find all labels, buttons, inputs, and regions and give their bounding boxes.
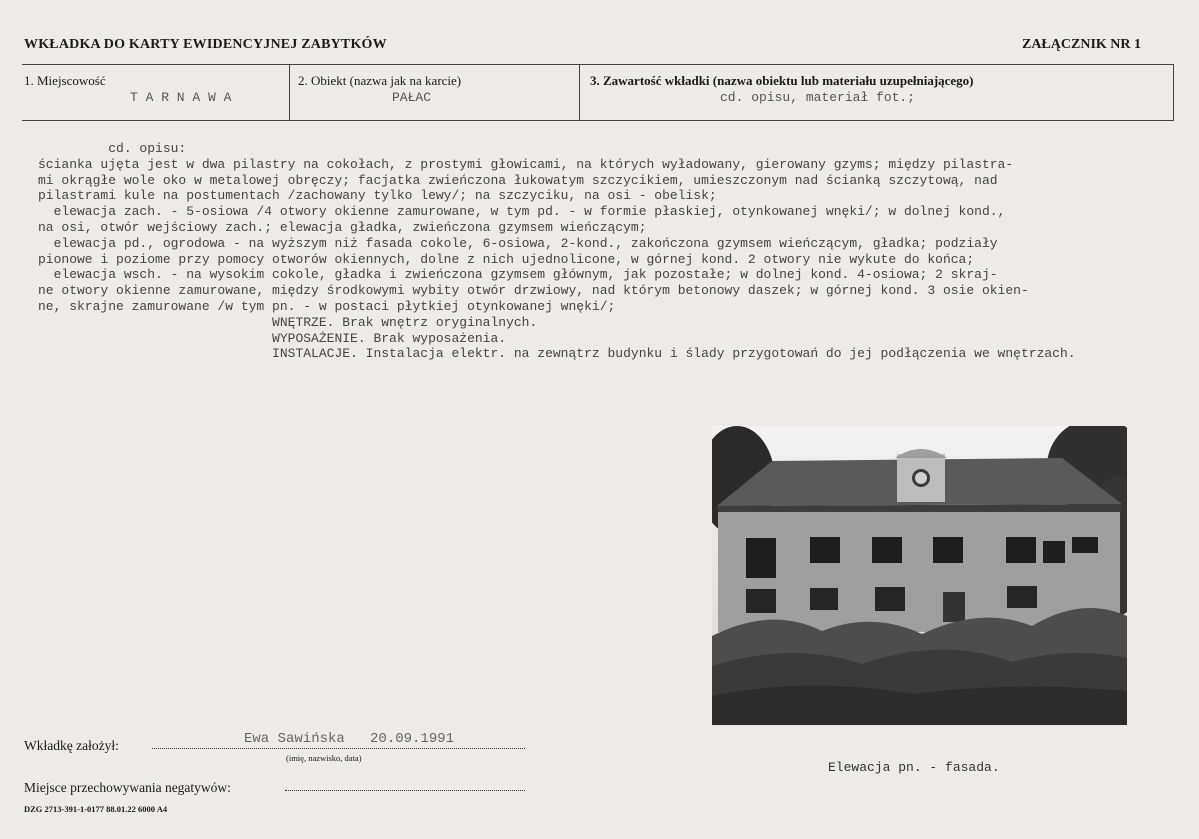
- description-line: mi okrągłe wole oko w metalowej obręczy; facjatka zwieńczona łukowatym szczycikiem, umieszczonym nad ścianką szczytową, nad: [38, 172, 998, 188]
- description-line: elewacja zach. - 5-osiowa /4 otwory okienne zamurowane, w tym pd. - w formie płaskiej, otynkowanej wnęki/; w dolnej kond.,: [38, 204, 1006, 220]
- author-line: [152, 748, 525, 749]
- field-value-content: cd. opisu, materiał fot.;: [720, 90, 916, 105]
- description-line: ne, skrajne zamurowane /w tym pn. - w postaci płytkiej otynkowanej wnęki/;: [38, 298, 616, 314]
- negatives-line: [285, 790, 525, 791]
- description-line: WYPOSAŻENIE. Brak wyposażenia.: [38, 330, 507, 346]
- negatives-label: Miejsce przechowywania negatywów:: [24, 780, 231, 795]
- table-divider: [1173, 64, 1174, 120]
- author-value: Ewa Sawińska 20.09.1991: [244, 731, 455, 747]
- description-line: elewacja pd., ogrodowa - na wyższym niż fasada cokole, 6-osiowa, 2-kond., zakończona gzymsem wieńczącym, gładka; podziały: [38, 235, 998, 251]
- description-line: pionowe i poziome przy pomocy otworów okiennych, dolne z nich ujednolicone, w górnej kond. 2 otwory nie wykute do końca;: [38, 251, 975, 267]
- photo-caption: Elewacja pn. - fasada.: [828, 760, 1000, 775]
- table-top-line: [22, 64, 1174, 65]
- table-bottom-line: [22, 120, 1174, 121]
- description-line: pilastrami kule na postumentach /zachowany tylko lewy/; na szczyciku, na osi - obelisk;: [38, 188, 717, 204]
- description-line: cd. opisu:: [38, 141, 187, 156]
- author-label: Wkładkę założył:: [24, 738, 119, 753]
- table-divider: [289, 64, 290, 120]
- field-label-content: 3. Zawartość wkładki (nazwa obiektu lub materiału uzupełniającego): [590, 73, 974, 88]
- field-value-locality: T A R N A W A: [130, 90, 232, 105]
- building-photo: [712, 426, 1127, 725]
- description-line: na osi, otwór wejściowy zach.; elewacja gładka, zwieńczona gzymsem wieńczącym;: [38, 219, 647, 235]
- description-line: WNĘTRZE. Brak wnętrz oryginalnych.: [38, 314, 538, 330]
- print-code: DZG 2713-391-1-0177 88.01.22 6000 A4: [24, 804, 168, 814]
- field-value-object: PAŁAC: [392, 90, 432, 105]
- annex-number: ZAŁĄCZNIK NR 1: [1021, 37, 1141, 52]
- card-title: WKŁADKA DO KARTY EWIDENCYJNEJ ZABYTKÓW: [24, 37, 387, 52]
- field-label-object: 2. Obiekt (nazwa jak na karcie): [298, 73, 462, 88]
- description-line: INSTALACJE. Instalacja elektr. na zewnątrz budynku i ślady przygotowań do jej podłączenia we wnętrzach.: [38, 346, 1076, 362]
- author-hint: (imię, nazwisko, data): [286, 753, 362, 763]
- palace-photo-illustration: [712, 426, 1127, 725]
- description-line: ścianka ujęta jest w dwa pilastry na cokołach, z prostymi głowicami, na których wyładowany, gierowany gzyms; między pilastra-: [38, 156, 1014, 172]
- field-label-locality: 1. Miejscowość: [24, 73, 106, 88]
- description-line: elewacja wsch. - na wysokim cokole, gładka i zwieńczona gzymsem głównym, jak pozostałe; w dolnej kond. 4-osiowa; 2 skraj-: [38, 267, 998, 283]
- table-divider: [579, 64, 580, 120]
- description-text: [38, 141, 1178, 362]
- description-line: ne otwory okienne zamurowane, między środkowymi wybity otwór drzwiowy, nad którym betonowy daszek; w górnej kond. 3 osie okien-: [38, 283, 1029, 299]
